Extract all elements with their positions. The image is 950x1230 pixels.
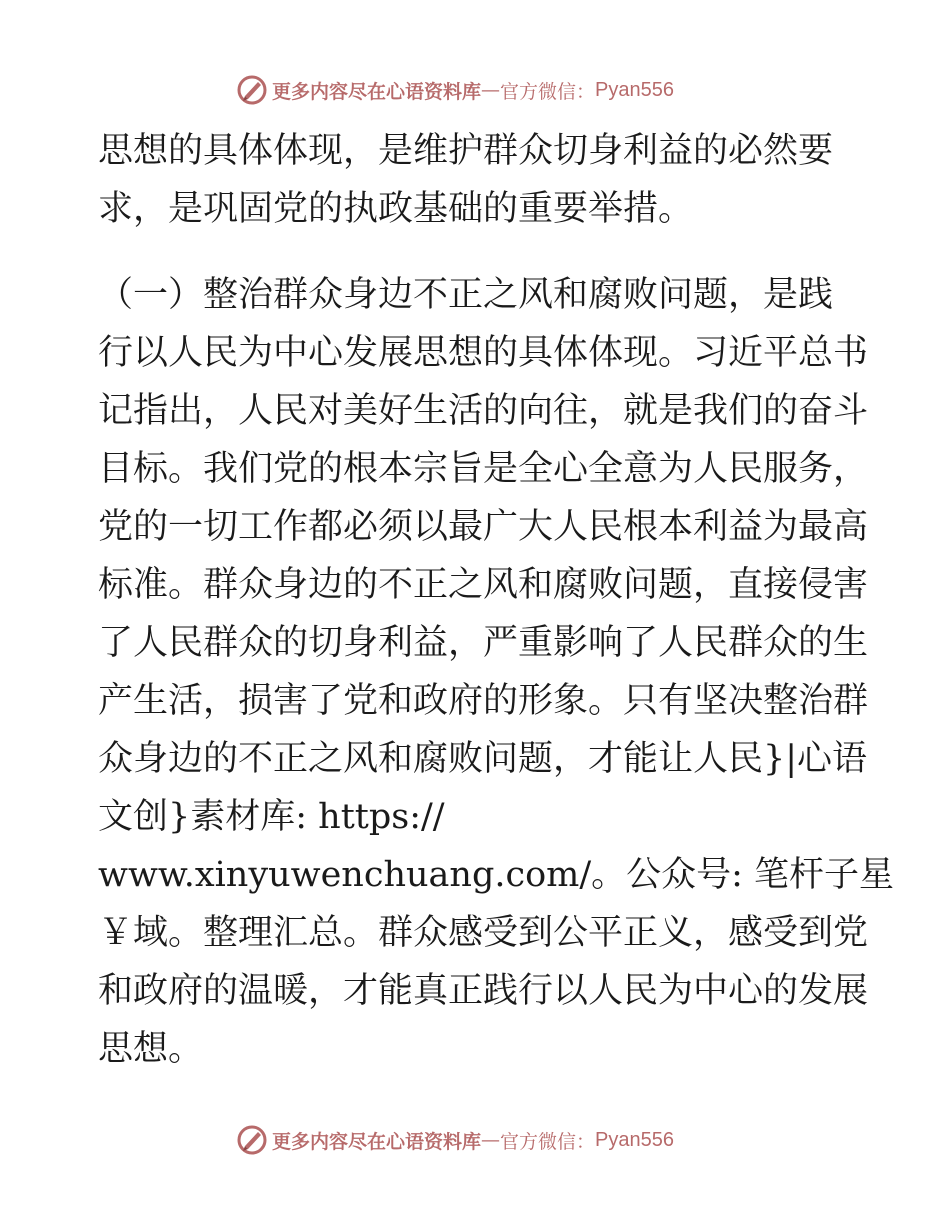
banner-wechat-label: 官方微信： (500, 1130, 596, 1153)
text-line: 求，是巩固党的执政基础的重要举措。 (98, 189, 694, 229)
text-line: 文创}素材库: https:// (98, 797, 445, 837)
quill-logo-icon (236, 1124, 268, 1156)
text-line: 思想。 (98, 1029, 204, 1069)
text-line: 了人民群众的切身利益，严重影响了人民群众的生 (98, 623, 869, 663)
text-line: 记指出，人民对美好生活的向往，就是我们的奋斗 (98, 391, 869, 431)
paragraph-gap (98, 238, 858, 266)
banner-wechat-id: Pyan556 (595, 78, 674, 101)
text-line: 行以人民为中心发展思想的具体体现。习近平总书 (98, 333, 869, 373)
document-body (98, 122, 895, 1078)
text-line: ￥域。整理汇总。群众感受到公平正义，感受到党 (98, 913, 869, 953)
banner-dash: — (481, 1129, 501, 1151)
banner-slogan: 更多内容尽在心语资料库 (272, 1130, 482, 1153)
text-line: 目标。我们党的根本宗旨是全心全意为人民服务， (98, 449, 869, 489)
text-line: （一）整治群众身边不正之风和腐败问题，是践 (98, 275, 834, 315)
text-line: 党的一切工作都必须以最广大人民根本利益为最高 (98, 507, 869, 547)
footer-banner (236, 1122, 716, 1158)
text-line: 思想的具体体现，是维护群众切身利益的必然要 (98, 131, 834, 171)
text-line: 标准。群众身边的不正之风和腐败问题，直接侵害 (98, 565, 869, 605)
text-line: 和政府的温暖，才能真正践行以人民为中心的发展 (98, 971, 869, 1011)
url-line: www.xinyuwenchuang.com/。公众号: 笔杆子星 (98, 855, 895, 895)
quill-logo-icon (236, 74, 268, 106)
paragraph-1 (98, 122, 858, 238)
banner-dash: — (481, 79, 501, 101)
banner-slogan: 更多内容尽在心语资料库 (272, 80, 482, 103)
banner-wechat-id: Pyan556 (595, 1128, 674, 1151)
paragraph-2 (98, 266, 895, 1078)
header-banner (236, 72, 716, 108)
text-line: 产生活，损害了党和政府的形象。只有坚决整治群 (98, 681, 869, 721)
banner-wechat-label: 官方微信： (500, 80, 596, 103)
text-line: 众身边的不正之风和腐败问题，才能让人民}|心语 (98, 739, 868, 779)
